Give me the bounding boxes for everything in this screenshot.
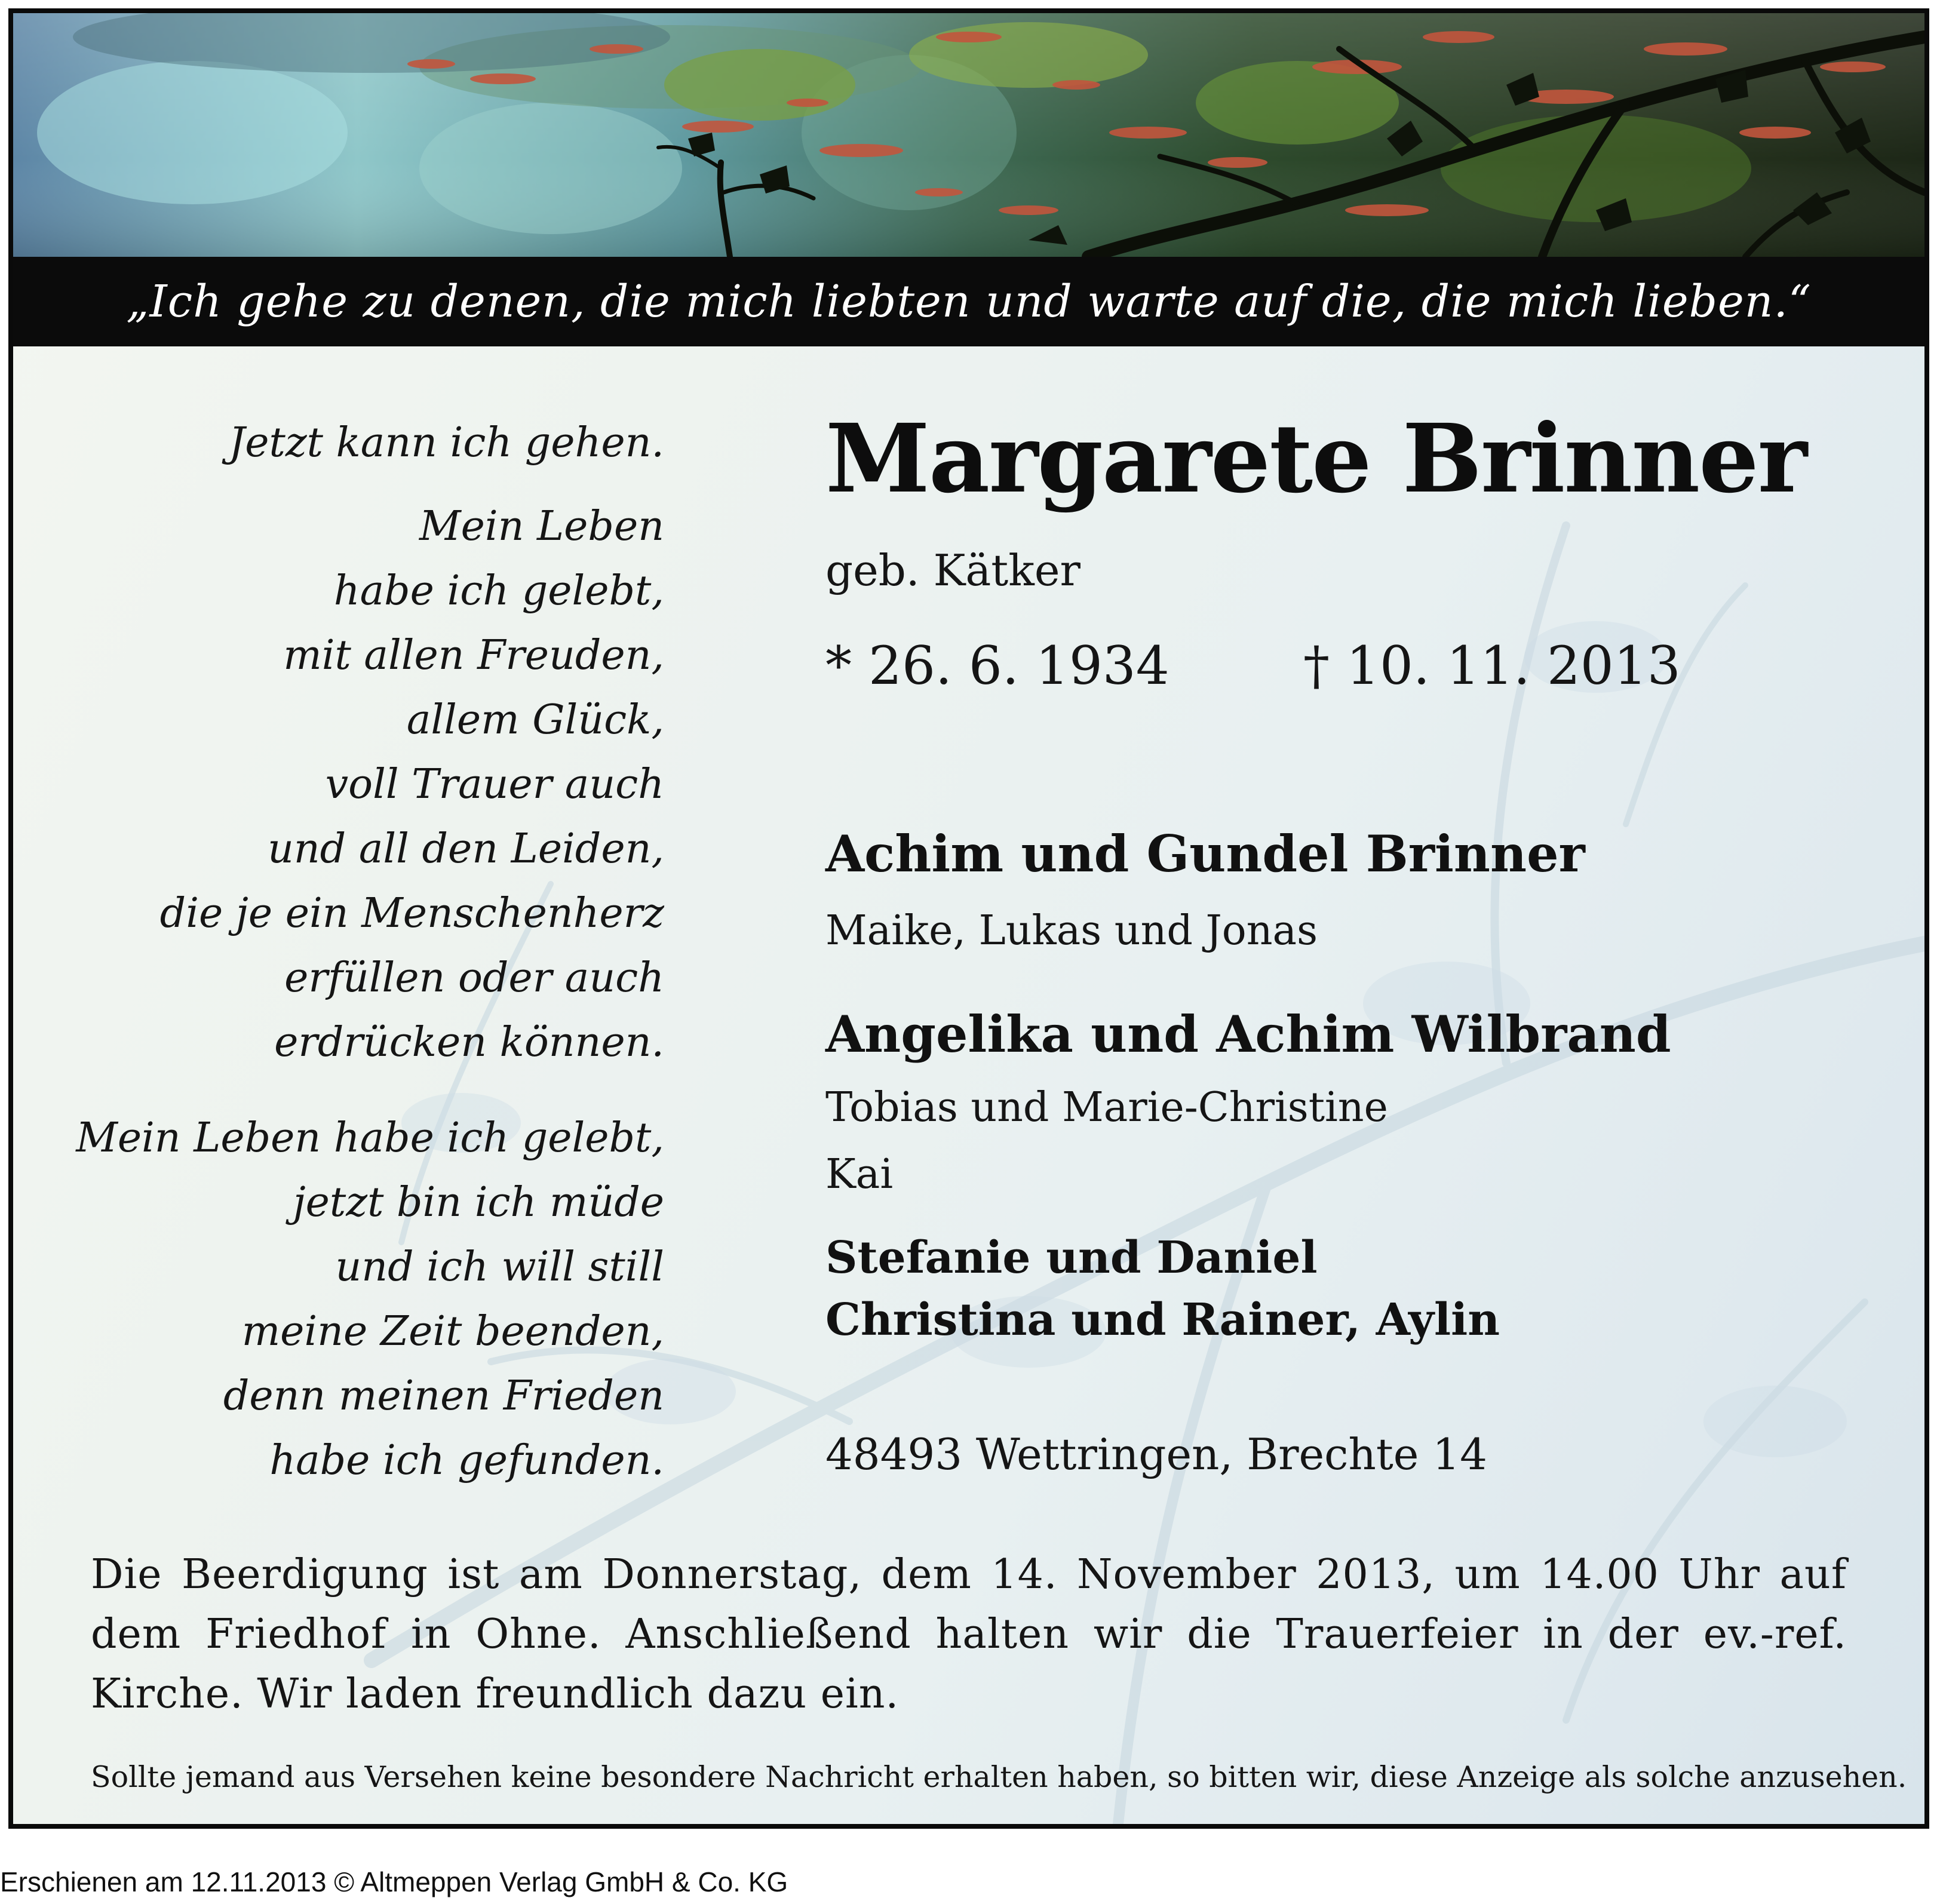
- family-name: Achim und Gundel Brinner: [825, 824, 1585, 883]
- family-name: Angelika und Achim Wilbrand: [825, 1005, 1671, 1064]
- poem-line: Jetzt kann ich gehen.: [228, 419, 664, 466]
- funeral-announcement: Die Beerdigung ist am Donnerstag, dem 14. November 2013, um 14.00 Uhr auf dem Friedhof in Ohne. Anschließend halten wir die Trauerfeier in der ev.-ref. Kirche. Wir laden freundlich dazu ein.: [91, 1551, 1847, 1718]
- poem-line: jetzt bin ich müde: [293, 1179, 664, 1226]
- poem-line: und ich will still: [335, 1243, 664, 1291]
- poem-line: die je ein Menschenherz: [159, 890, 664, 937]
- poem-line: und all den Leiden,: [268, 825, 664, 873]
- notification-note: Sollte jemand aus Versehen keine besondere Nachricht erhalten haben, so bitten wir, diese Anzeige als solche anzusehen.: [91, 1760, 1907, 1794]
- maiden-name: geb. Kätker: [825, 545, 1080, 595]
- poem-line: denn meinen Frieden: [223, 1372, 664, 1420]
- quote-text: „Ich gehe zu denen, die mich liebten und warte auf die, die mich lieben.“: [126, 276, 1812, 327]
- family-members: Maike, Lukas und Jonas: [825, 907, 1318, 954]
- pond-with-branches-photo: [13, 13, 1924, 257]
- poem-line: allem Glück,: [406, 696, 664, 744]
- death-date: † 10. 11. 2013: [1303, 635, 1681, 696]
- poem-line: Mein Leben: [419, 503, 664, 550]
- poem-line: erfüllen oder auch: [284, 954, 664, 1002]
- poem-line: meine Zeit beenden,: [241, 1308, 664, 1355]
- poem-line: erdrücken können.: [274, 1019, 664, 1066]
- deceased-name: Margarete Brinner: [825, 404, 1806, 514]
- quote-banner: [13, 257, 1924, 346]
- poem-stanza-2: [49, 1106, 664, 1493]
- publication-credit: Erschienen am 12.11.2013 © Altmeppen Verlag GmbH & Co. KG: [0, 1866, 788, 1897]
- poem-line: voll Trauer auch: [325, 761, 664, 808]
- poem-line: mit allen Freuden,: [283, 632, 664, 679]
- poem-line: habe ich gefunden.: [269, 1437, 664, 1484]
- poem-line: habe ich gelebt,: [333, 567, 664, 615]
- family-name: Christina und Rainer, Aylin: [825, 1294, 1500, 1346]
- family-members: Kai: [825, 1151, 894, 1198]
- birth-date: * 26. 6. 1934: [825, 635, 1169, 696]
- obituary-notice: [8, 8, 1929, 1829]
- family-name: Stefanie und Daniel: [825, 1232, 1318, 1283]
- poem-line: Mein Leben habe ich gelebt,: [76, 1114, 664, 1162]
- family-members: Tobias und Marie-Christine: [825, 1084, 1388, 1131]
- address: 48493 Wettringen, Brechte 14: [825, 1429, 1487, 1479]
- poem-stanza-1: [49, 411, 664, 1075]
